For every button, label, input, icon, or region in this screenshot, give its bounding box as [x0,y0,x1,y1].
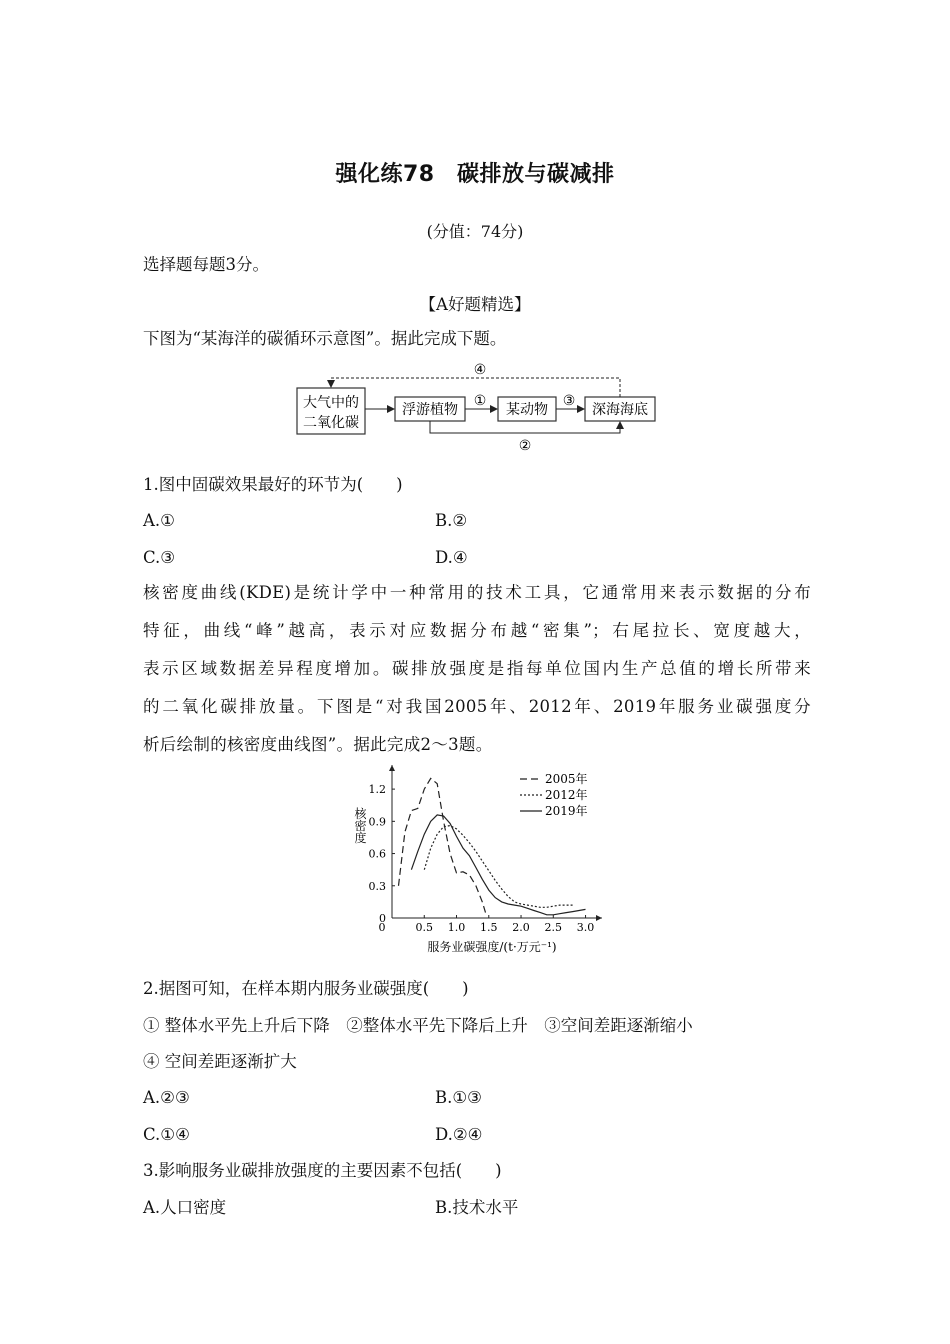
passage-line-2: 特征，曲线“峰”越高，表示对应数据分布越“密集”；右尾拉长、宽度越大， [143,621,811,640]
intro-text: 下图为“某海洋的碳循环示意图”。据此完成下题。 [143,329,507,348]
score-info: (分值：74分) [426,222,524,241]
q3-option-b[interactable]: B.技术水平 [435,1198,519,1217]
legend-label-2019年: 2019年 [545,804,588,818]
q1-stem: 1.图中固碳效果最好的环节为( ) [143,475,403,494]
q1-option-b[interactable]: B.② [435,511,468,530]
box-atmosphere-label-2: 二氧化碳 [303,415,359,431]
legend-label-2005年: 2005年 [545,772,588,786]
legend-label-2012年: 2012年 [545,788,588,802]
y-axis-label: 核密度 [353,807,367,844]
x-tick-label: 1.0 [447,921,466,934]
box-seafloor-label: 深海海底 [592,402,648,418]
y-tick-label: 0 [379,912,386,925]
q2-statements-2: ④ 空间差距逐渐扩大 [143,1052,297,1071]
kde-chart [340,765,610,960]
instructions: 选择题每题3分。 [143,255,269,274]
section-heading: 【A好题精选】 [419,295,531,314]
q1-option-d[interactable]: D.④ [435,548,468,567]
q2-option-b[interactable]: B.①③ [435,1088,482,1107]
q2-option-c[interactable]: C.①④ [143,1125,190,1144]
x-tick-label: 3.0 [576,921,595,934]
q2-option-a[interactable]: A.②③ [143,1088,190,1107]
x-tick-label: 2.5 [544,921,563,934]
q2-option-d[interactable]: D.②④ [435,1125,483,1144]
box-plankton-label: 浮游植物 [402,402,458,418]
x-tick-label: 1.5 [480,921,498,934]
carbon-cycle-diagram [290,360,670,460]
arrow-1-label: ① [473,393,487,409]
arrow-2-label: ② [518,438,532,454]
q1-option-c[interactable]: C.③ [143,548,176,567]
q3-stem: 3.影响服务业碳排放强度的主要因素不包括( ) [143,1161,502,1180]
passage-line-1: 核密度曲线(KDE)是统计学中一种常用的技术工具，它通常用来表示数据的分布 [143,583,811,602]
arrow-2 [430,421,620,433]
series-line-2019年 [411,815,585,915]
x-axis-label: 服务业碳强度/(t·万元⁻¹) [427,940,557,954]
x-tick-label: 2.0 [512,921,530,934]
y-axis-arrow [389,765,395,771]
passage-line-5: 析后绘制的核密度曲线图”。据此完成2～3题。 [143,735,493,754]
y-tick-label: 0.3 [368,879,386,893]
y-tick-label: 0.6 [368,847,386,861]
q3-option-a[interactable]: A.人口密度 [143,1198,227,1217]
passage-line-3: 表示区域数据差异程度增加。碳排放强度是指每单位国内生产总值的增长所带来 [143,659,811,678]
y-tick-label: 0.9 [368,815,386,829]
box-animal-label: 某动物 [506,402,548,418]
box-atmosphere-label-1: 大气中的 [303,395,359,411]
passage-line-4: 的二氧化碳排放量。下图是“对我国2005年、2012年、2019年服务业碳强度分 [143,697,811,716]
arrow-3-label: ③ [562,393,576,409]
passage [143,574,811,764]
arrow-4-label: ④ [473,362,487,378]
x-tick-label: 0 [378,921,386,934]
series-line-2005年 [399,778,486,912]
y-tick-label: 1.2 [368,783,386,797]
q2-statements-1: ① 整体水平先上升后下降 ②整体水平先下降后上升 ③空间差距逐渐缩小 [143,1016,693,1035]
q1-option-a[interactable]: A.① [143,511,175,530]
q2-stem: 2.据图可知，在样本期内服务业碳强度( ) [143,979,469,998]
page-title: 强化练78 碳排放与碳减排 [335,162,615,187]
x-axis-arrow [596,915,602,921]
x-tick-label: 0.5 [415,921,434,934]
